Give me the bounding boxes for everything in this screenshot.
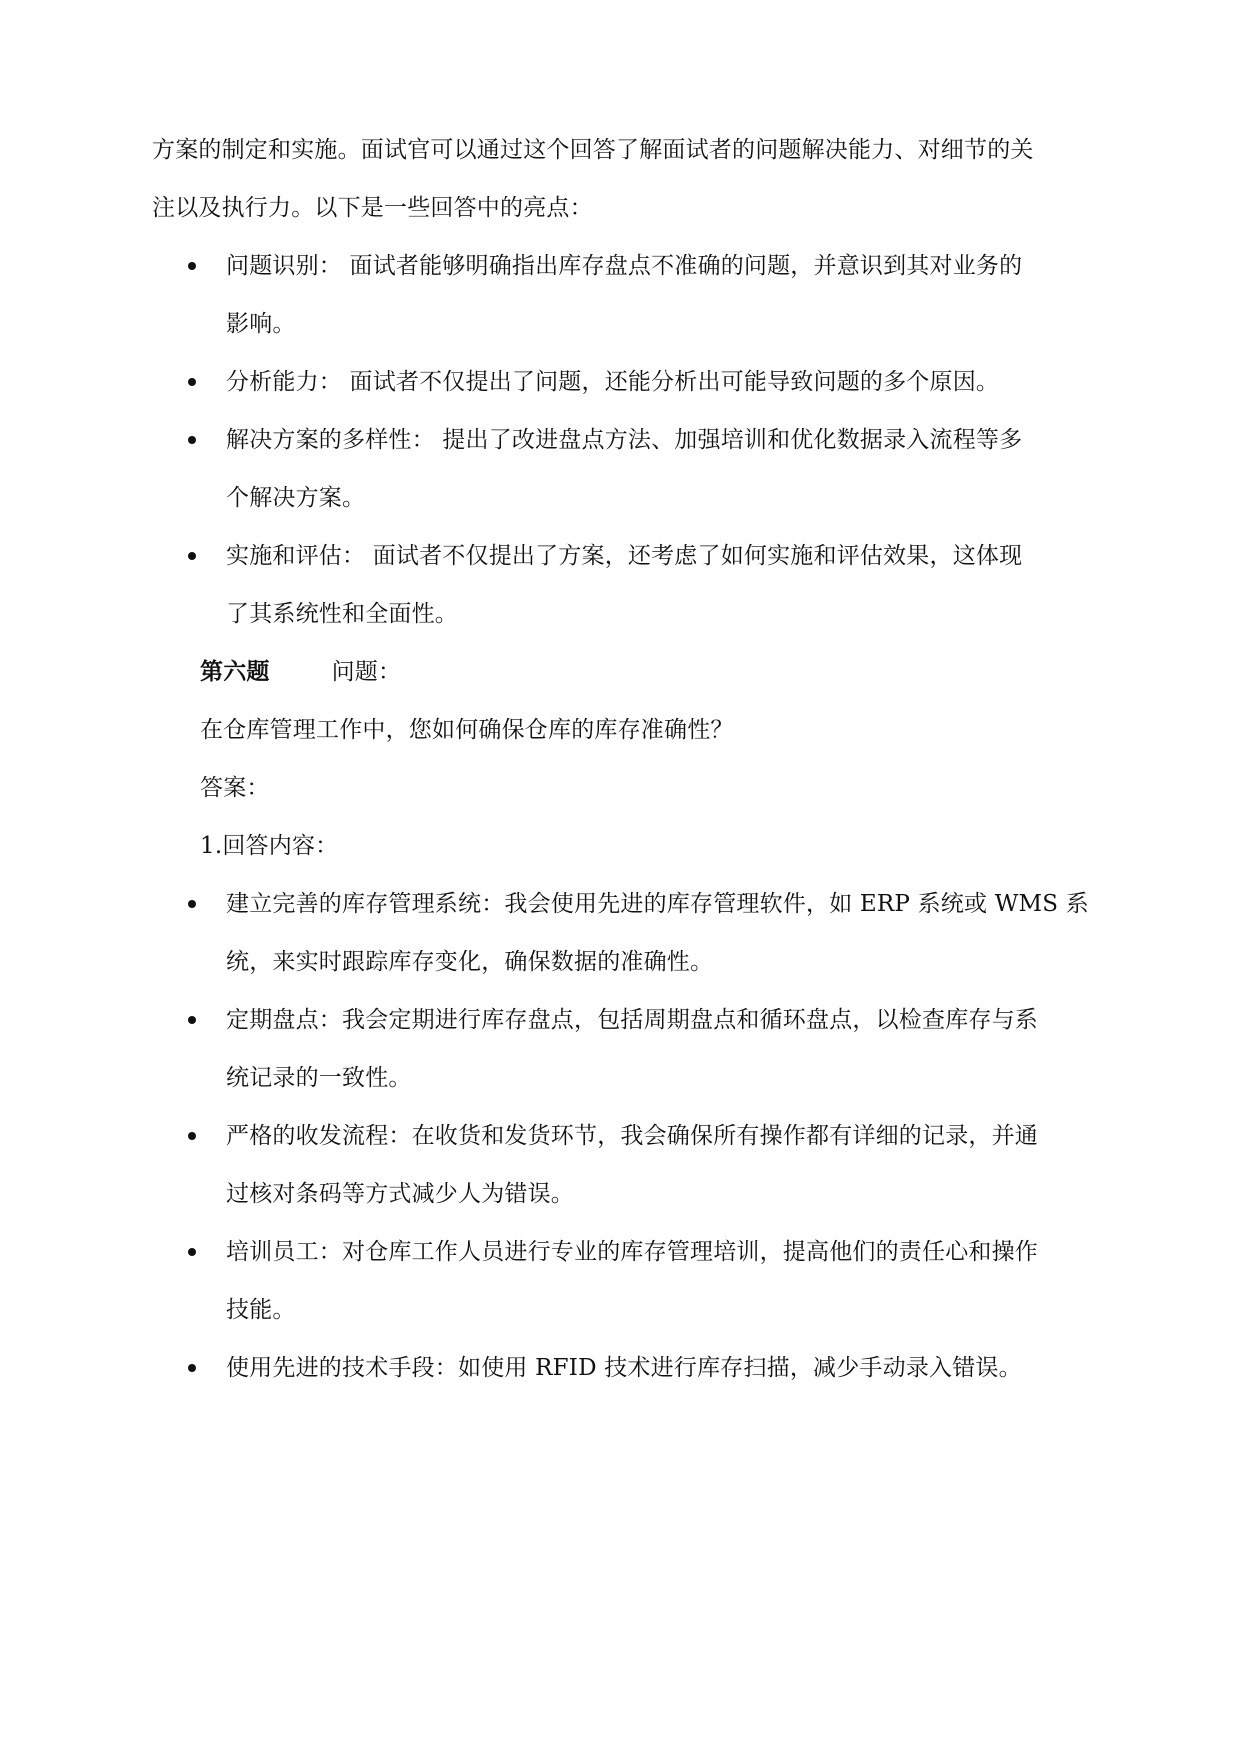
list-item-text: 问题识别： 面试者能够明确指出库存盘点不准确的问题，并意识到其对业务的 xyxy=(226,253,1023,279)
list-item-text-cont: 统，来实时跟踪库存变化，确保数据的准确性。 xyxy=(226,949,714,975)
list-item-text-cont: 统记录的一致性。 xyxy=(226,1065,412,1091)
bullet-icon xyxy=(188,378,196,386)
bullet-icon xyxy=(188,1364,196,1372)
list-item-text: 定期盘点：我会定期进行库存盘点，包括周期盘点和循环盘点，以检查库存与系 xyxy=(226,1007,1038,1033)
question-label: 问题： xyxy=(331,659,402,685)
bullet-icon xyxy=(188,1132,196,1140)
list-item-text: 分析能力： 面试者不仅提出了问题，还能分析出可能导致问题的多个原因。 xyxy=(226,369,1000,395)
list-item-text-cont: 技能。 xyxy=(226,1297,296,1323)
list-item-text-cont: 影响。 xyxy=(226,311,296,337)
list-item-text: 培训员工：对仓库工作人员进行专业的库存管理培训，提高他们的责任心和操作 xyxy=(226,1239,1038,1265)
list-item-text-cont: 过核对条码等方式减少人为错误。 xyxy=(226,1181,574,1207)
list-item-text: 解决方案的多样性： 提出了改进盘点方法、加强培训和优化数据录入流程等多 xyxy=(226,427,1023,453)
list-item-text-cont: 了其系统性和全面性。 xyxy=(226,601,458,627)
bullet-icon xyxy=(188,1248,196,1256)
question-number: 第六题 xyxy=(200,658,270,685)
bullet-icon xyxy=(188,552,196,560)
answer-label: 答案： xyxy=(200,775,270,801)
question-text: 在仓库管理工作中，您如何确保仓库的库存准确性？ xyxy=(200,717,734,743)
bullet-icon xyxy=(188,262,196,270)
content-label: 1.回答内容： xyxy=(200,833,339,859)
question-heading xyxy=(200,656,401,688)
bullet-icon xyxy=(188,1016,196,1024)
intro-line-2: 注以及执行力。以下是一些回答中的亮点： xyxy=(152,195,593,221)
bullet-icon xyxy=(188,436,196,444)
list-item-text-cont: 个解决方案。 xyxy=(226,485,366,511)
bullet-icon xyxy=(188,900,196,908)
list-item-text: 实施和评估： 面试者不仅提出了方案，还考虑了如何实施和评估效果，这体现 xyxy=(226,543,1023,569)
list-item-text: 严格的收发流程：在收货和发货环节，我会确保所有操作都有详细的记录，并通 xyxy=(226,1123,1038,1149)
intro-line-1: 方案的制定和实施。面试官可以通过这个回答了解面试者的问题解决能力、对细节的关 xyxy=(152,137,1034,163)
list-item-text: 使用先进的技术手段：如使用 RFID 技术进行库存扫描，减少手动录入错误。 xyxy=(226,1355,1022,1381)
list-item-text: 建立完善的库存管理系统：我会使用先进的库存管理软件，如 ERP 系统或 WMS 系 xyxy=(226,891,1089,917)
